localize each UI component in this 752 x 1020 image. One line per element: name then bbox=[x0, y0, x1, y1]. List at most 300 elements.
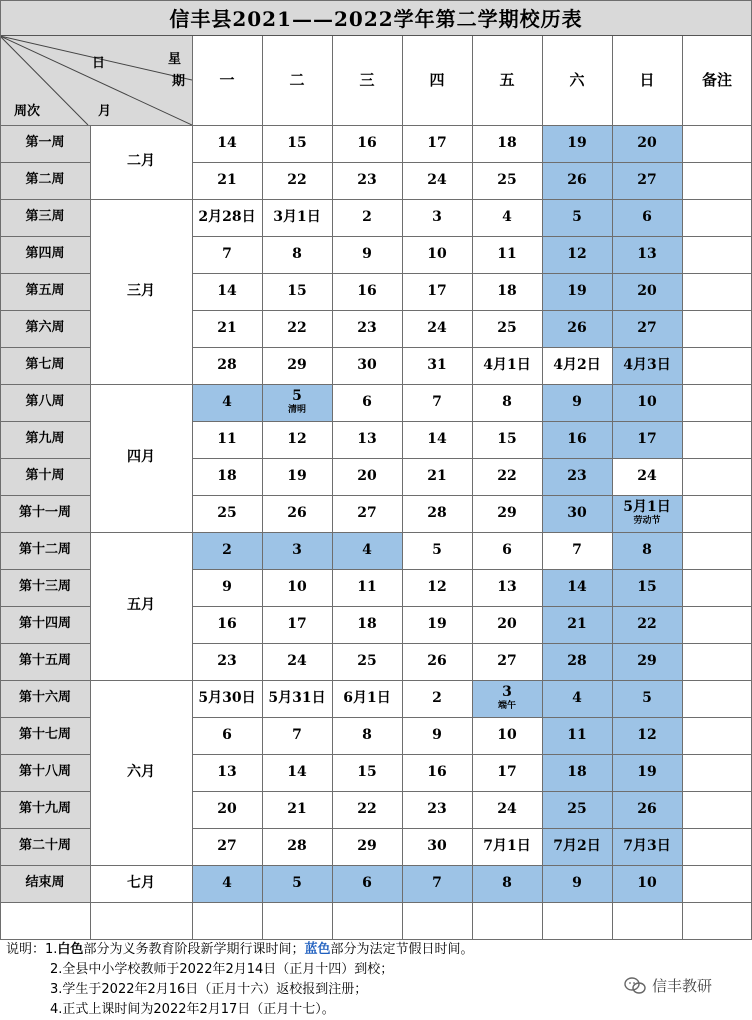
holiday-day-cell bbox=[542, 495, 612, 532]
day-date: 22 bbox=[287, 319, 307, 336]
holiday-day-cell bbox=[542, 680, 612, 717]
day-date: 19 bbox=[567, 282, 587, 299]
day-date: 7月2日 bbox=[553, 837, 601, 854]
week-name: 第八周 bbox=[25, 394, 65, 410]
day-date: 5 bbox=[432, 541, 442, 558]
day-date: 6 bbox=[222, 726, 232, 743]
day-cell bbox=[192, 236, 262, 273]
day-cell bbox=[332, 125, 402, 162]
day-date: 25 bbox=[217, 504, 237, 521]
day-date: 10 bbox=[497, 726, 517, 743]
day-cell bbox=[192, 273, 262, 310]
day-cell bbox=[332, 236, 402, 273]
day-cell bbox=[192, 828, 262, 865]
day-date: 11 bbox=[217, 430, 237, 447]
week-name: 第十七周 bbox=[18, 727, 71, 743]
week-label bbox=[0, 865, 90, 902]
day-cell bbox=[262, 125, 332, 162]
grid-line bbox=[0, 236, 90, 237]
day-date: 10 bbox=[287, 578, 307, 595]
day-cell bbox=[332, 828, 402, 865]
corner-month-label: 月 bbox=[98, 104, 112, 119]
week-label bbox=[0, 273, 90, 310]
day-cell bbox=[192, 310, 262, 347]
grid-line bbox=[0, 754, 90, 755]
day-cell bbox=[332, 717, 402, 754]
note-1-end: 部分为法定节假日时间。 bbox=[330, 942, 474, 957]
day-date: 17 bbox=[287, 615, 307, 632]
holiday-day-cell bbox=[612, 236, 682, 273]
day-cell bbox=[402, 125, 472, 162]
day-date: 25 bbox=[497, 171, 517, 188]
day-cell bbox=[192, 606, 262, 643]
day-cell bbox=[192, 125, 262, 162]
holiday-day-cell bbox=[542, 384, 612, 421]
weekday-label: 日 bbox=[639, 71, 655, 90]
day-cell bbox=[192, 643, 262, 680]
remark-label: 备注 bbox=[701, 71, 732, 90]
month-cell bbox=[90, 680, 192, 865]
month-label: 五月 bbox=[127, 597, 155, 614]
day-date: 7月1日 bbox=[483, 837, 531, 854]
day-cell bbox=[472, 643, 542, 680]
holiday-day-cell bbox=[542, 162, 612, 199]
day-date: 24 bbox=[637, 467, 657, 484]
holiday-day-cell bbox=[262, 384, 332, 421]
week-label bbox=[0, 421, 90, 458]
weekday-header bbox=[402, 36, 472, 125]
day-date: 2 bbox=[362, 208, 372, 225]
holiday-day-cell bbox=[542, 236, 612, 273]
week-name: 第十周 bbox=[25, 468, 65, 484]
holiday-day-cell bbox=[402, 865, 472, 902]
grid-line bbox=[472, 36, 473, 939]
holiday-day-cell bbox=[612, 680, 682, 717]
week-label bbox=[0, 125, 90, 162]
grid-line bbox=[0, 347, 90, 348]
day-cell bbox=[262, 310, 332, 347]
day-date: 7 bbox=[222, 245, 232, 262]
day-date: 20 bbox=[357, 467, 377, 484]
day-date: 11 bbox=[497, 245, 517, 262]
month-label: 四月 bbox=[127, 449, 155, 466]
day-date: 24 bbox=[427, 319, 447, 336]
weekday-label: 二 bbox=[289, 71, 305, 90]
holiday-day-cell bbox=[612, 495, 682, 532]
week-label bbox=[0, 347, 90, 384]
grid-line bbox=[0, 458, 90, 459]
week-label bbox=[0, 754, 90, 791]
day-date: 9 bbox=[572, 874, 582, 891]
day-date: 18 bbox=[217, 467, 237, 484]
day-date: 28 bbox=[567, 652, 587, 669]
holiday-day-cell bbox=[472, 865, 542, 902]
holiday-day-cell bbox=[542, 458, 612, 495]
day-cell bbox=[402, 199, 472, 236]
day-cell bbox=[332, 273, 402, 310]
holiday-day-cell bbox=[612, 273, 682, 310]
day-cell bbox=[192, 458, 262, 495]
day-date: 15 bbox=[637, 578, 657, 595]
watermark bbox=[624, 975, 712, 996]
week-name: 第七周 bbox=[25, 357, 65, 373]
day-date: 14 bbox=[217, 134, 237, 151]
day-date: 4月3日 bbox=[623, 356, 671, 373]
day-cell bbox=[262, 162, 332, 199]
weekday-header bbox=[192, 36, 262, 125]
day-date: 21 bbox=[217, 319, 237, 336]
holiday-name: 端午 bbox=[497, 701, 516, 712]
day-cell bbox=[402, 828, 472, 865]
day-date: 9 bbox=[432, 726, 442, 743]
day-cell bbox=[402, 495, 472, 532]
day-date: 27 bbox=[637, 171, 657, 188]
day-cell bbox=[472, 717, 542, 754]
day-date: 17 bbox=[637, 430, 657, 447]
day-date: 18 bbox=[567, 763, 587, 780]
holiday-day-cell bbox=[612, 643, 682, 680]
day-cell bbox=[262, 458, 332, 495]
day-cell bbox=[332, 495, 402, 532]
day-cell bbox=[192, 421, 262, 458]
holiday-day-cell bbox=[612, 125, 682, 162]
holiday-day-cell bbox=[612, 754, 682, 791]
weekday-header bbox=[612, 36, 682, 125]
holiday-day-cell bbox=[542, 717, 612, 754]
grid-line bbox=[612, 36, 613, 939]
day-date: 23 bbox=[217, 652, 237, 669]
day-date: 10 bbox=[637, 874, 657, 891]
holiday-day-cell bbox=[612, 865, 682, 902]
day-cell bbox=[262, 717, 332, 754]
grid-line bbox=[542, 36, 543, 939]
weekday-label: 六 bbox=[569, 71, 585, 90]
note-1-blue: 蓝色 bbox=[304, 942, 331, 957]
holiday-day-cell bbox=[612, 310, 682, 347]
week-label bbox=[0, 162, 90, 199]
holiday-name: 清明 bbox=[287, 405, 306, 416]
day-date: 10 bbox=[637, 393, 657, 410]
day-date: 13 bbox=[637, 245, 657, 262]
week-label bbox=[0, 199, 90, 236]
month-cell bbox=[90, 125, 192, 199]
day-date: 29 bbox=[287, 356, 307, 373]
day-date: 23 bbox=[357, 171, 377, 188]
day-cell bbox=[402, 680, 472, 717]
holiday-day-cell bbox=[262, 865, 332, 902]
grid-line bbox=[0, 0, 1, 939]
day-date: 26 bbox=[427, 652, 447, 669]
day-cell bbox=[472, 273, 542, 310]
grid-line bbox=[0, 828, 90, 829]
week-name: 第三周 bbox=[25, 209, 65, 225]
day-cell bbox=[262, 569, 332, 606]
day-cell bbox=[262, 199, 332, 236]
day-cell bbox=[192, 162, 262, 199]
day-date: 3 bbox=[292, 541, 302, 558]
grid-line bbox=[0, 495, 90, 496]
holiday-day-cell bbox=[612, 347, 682, 384]
day-date: 9 bbox=[362, 245, 372, 262]
grid-line bbox=[0, 162, 90, 163]
month-label: 二月 bbox=[127, 153, 155, 170]
day-date: 6 bbox=[502, 541, 512, 558]
grid-line bbox=[402, 36, 403, 939]
holiday-day-cell bbox=[542, 865, 612, 902]
day-cell bbox=[472, 458, 542, 495]
day-date: 22 bbox=[287, 171, 307, 188]
week-name: 第十二周 bbox=[18, 542, 71, 558]
day-cell bbox=[402, 717, 472, 754]
week-name: 第五周 bbox=[25, 283, 65, 299]
day-date: 25 bbox=[567, 800, 587, 817]
holiday-day-cell bbox=[612, 828, 682, 865]
day-date: 5月31日 bbox=[268, 689, 326, 706]
corner-week-label: 周次 bbox=[14, 104, 41, 119]
day-cell bbox=[262, 236, 332, 273]
holiday-day-cell bbox=[332, 865, 402, 902]
day-date: 8 bbox=[642, 541, 652, 558]
day-date: 4月1日 bbox=[483, 356, 531, 373]
week-label bbox=[0, 791, 90, 828]
week-name: 第十四周 bbox=[18, 616, 71, 632]
day-cell bbox=[402, 421, 472, 458]
day-date: 24 bbox=[287, 652, 307, 669]
holiday-day-cell bbox=[472, 680, 542, 717]
weekday-header bbox=[542, 36, 612, 125]
day-date: 28 bbox=[427, 504, 447, 521]
day-date: 26 bbox=[567, 171, 587, 188]
day-cell bbox=[472, 347, 542, 384]
watermark-text: 信丰教研 bbox=[652, 977, 713, 995]
week-name: 第十五周 bbox=[18, 653, 71, 669]
day-cell bbox=[472, 606, 542, 643]
day-cell bbox=[332, 162, 402, 199]
day-date: 18 bbox=[497, 282, 517, 299]
holiday-day-cell bbox=[542, 754, 612, 791]
holiday-day-cell bbox=[542, 199, 612, 236]
day-cell bbox=[472, 495, 542, 532]
day-cell bbox=[192, 199, 262, 236]
day-date: 16 bbox=[357, 282, 377, 299]
day-date: 31 bbox=[427, 356, 447, 373]
day-date: 23 bbox=[567, 467, 587, 484]
day-cell bbox=[192, 569, 262, 606]
grid-line bbox=[0, 0, 752, 1]
week-name: 第十一周 bbox=[18, 505, 71, 521]
day-date: 25 bbox=[357, 652, 377, 669]
day-date: 4 bbox=[362, 541, 372, 558]
day-date: 28 bbox=[287, 837, 307, 854]
day-cell bbox=[332, 421, 402, 458]
week-label bbox=[0, 717, 90, 754]
day-date: 6 bbox=[362, 874, 372, 891]
holiday-day-cell bbox=[542, 421, 612, 458]
grid-line bbox=[0, 680, 752, 681]
day-date: 19 bbox=[637, 763, 657, 780]
day-date: 15 bbox=[287, 282, 307, 299]
day-date: 28 bbox=[217, 356, 237, 373]
day-cell bbox=[332, 458, 402, 495]
day-date: 6月1日 bbox=[343, 689, 391, 706]
day-cell bbox=[472, 532, 542, 569]
day-date: 4 bbox=[222, 874, 232, 891]
grid-line bbox=[0, 310, 90, 311]
day-cell bbox=[262, 495, 332, 532]
grid-line bbox=[682, 36, 683, 939]
day-date: 11 bbox=[567, 726, 587, 743]
day-date: 22 bbox=[637, 615, 657, 632]
holiday-day-cell bbox=[192, 532, 262, 569]
day-date: 6 bbox=[362, 393, 372, 410]
week-label bbox=[0, 680, 90, 717]
day-date: 5 bbox=[292, 874, 302, 891]
day-cell bbox=[472, 236, 542, 273]
grid-line bbox=[192, 36, 193, 939]
day-date: 5 bbox=[642, 689, 652, 706]
note-2: 2.全县中小学校教师于2022年2月14日（正月十四）到校； bbox=[50, 962, 394, 977]
day-date: 27 bbox=[497, 652, 517, 669]
day-cell bbox=[402, 606, 472, 643]
day-date: 30 bbox=[357, 356, 377, 373]
day-cell bbox=[262, 421, 332, 458]
day-date: 16 bbox=[357, 134, 377, 151]
day-cell bbox=[402, 791, 472, 828]
day-date: 27 bbox=[357, 504, 377, 521]
day-cell bbox=[262, 828, 332, 865]
day-date: 24 bbox=[427, 171, 447, 188]
day-date: 14 bbox=[287, 763, 307, 780]
day-date: 4月2日 bbox=[553, 356, 601, 373]
week-label bbox=[0, 606, 90, 643]
week-name: 第二十周 bbox=[18, 838, 71, 854]
day-date: 20 bbox=[217, 800, 237, 817]
grid-line bbox=[0, 384, 752, 385]
day-date: 2月28日 bbox=[198, 208, 256, 225]
holiday-day-cell bbox=[542, 310, 612, 347]
wechat-icon bbox=[624, 977, 646, 995]
day-date: 24 bbox=[497, 800, 517, 817]
holiday-day-cell bbox=[542, 273, 612, 310]
day-date: 14 bbox=[567, 578, 587, 595]
day-date: 9 bbox=[222, 578, 232, 595]
week-name: 第十九周 bbox=[18, 801, 71, 817]
weekday-header bbox=[332, 36, 402, 125]
day-cell bbox=[332, 606, 402, 643]
corner-qi-label: 期 bbox=[172, 74, 186, 89]
note-3: 3.学生于2022年2月16日（正月十六）返校报到注册； bbox=[50, 982, 368, 997]
grid-line bbox=[0, 717, 90, 718]
holiday-day-cell bbox=[612, 717, 682, 754]
month-cell bbox=[90, 199, 192, 384]
week-name: 结束周 bbox=[25, 875, 65, 891]
day-date: 17 bbox=[497, 763, 517, 780]
day-date: 22 bbox=[357, 800, 377, 817]
grid-line bbox=[0, 125, 752, 126]
holiday-day-cell bbox=[542, 569, 612, 606]
grid-line bbox=[0, 902, 752, 903]
day-cell bbox=[612, 458, 682, 495]
day-cell bbox=[472, 125, 542, 162]
day-date: 21 bbox=[287, 800, 307, 817]
day-date: 6 bbox=[642, 208, 652, 225]
day-date: 15 bbox=[287, 134, 307, 151]
week-label bbox=[0, 495, 90, 532]
day-date: 19 bbox=[427, 615, 447, 632]
day-cell bbox=[402, 162, 472, 199]
day-date: 4 bbox=[222, 393, 232, 410]
day-date: 27 bbox=[637, 319, 657, 336]
holiday-day-cell bbox=[192, 384, 262, 421]
day-date: 8 bbox=[362, 726, 372, 743]
holiday-day-cell bbox=[542, 791, 612, 828]
week-label bbox=[0, 310, 90, 347]
note-1-white: 白色 bbox=[57, 942, 84, 957]
month-cell bbox=[90, 384, 192, 532]
day-cell bbox=[472, 421, 542, 458]
holiday-day-cell bbox=[262, 532, 332, 569]
day-cell bbox=[262, 680, 332, 717]
day-date: 23 bbox=[427, 800, 447, 817]
day-date: 20 bbox=[637, 282, 657, 299]
day-cell bbox=[402, 569, 472, 606]
day-date: 5月30日 bbox=[198, 689, 256, 706]
day-date: 5月1日 bbox=[623, 498, 671, 515]
month-label: 六月 bbox=[127, 763, 155, 780]
day-date: 29 bbox=[637, 652, 657, 669]
day-cell bbox=[472, 828, 542, 865]
month-label: 三月 bbox=[127, 282, 155, 299]
holiday-day-cell bbox=[612, 606, 682, 643]
day-cell bbox=[472, 791, 542, 828]
day-cell bbox=[472, 569, 542, 606]
corner-star-label: 星 bbox=[168, 52, 182, 67]
weekday-label: 一 bbox=[219, 71, 235, 90]
day-date: 27 bbox=[217, 837, 237, 854]
holiday-day-cell bbox=[542, 606, 612, 643]
holiday-name: 劳动节 bbox=[633, 516, 661, 527]
day-date: 9 bbox=[572, 393, 582, 410]
week-label bbox=[0, 532, 90, 569]
holiday-day-cell bbox=[612, 162, 682, 199]
day-date: 21 bbox=[427, 467, 447, 484]
day-date: 11 bbox=[357, 578, 377, 595]
day-date: 7 bbox=[432, 393, 442, 410]
day-cell bbox=[262, 606, 332, 643]
day-date: 12 bbox=[427, 578, 447, 595]
day-date: 5 bbox=[292, 387, 302, 404]
grid-line bbox=[262, 36, 263, 939]
month-cell bbox=[90, 865, 192, 902]
day-date: 26 bbox=[637, 800, 657, 817]
week-name: 第六周 bbox=[25, 320, 65, 336]
day-date: 5 bbox=[572, 208, 582, 225]
day-cell bbox=[332, 643, 402, 680]
day-date: 7月3日 bbox=[623, 837, 671, 854]
day-date: 8 bbox=[502, 874, 512, 891]
day-cell bbox=[402, 384, 472, 421]
day-cell bbox=[192, 791, 262, 828]
grid-line bbox=[192, 36, 193, 125]
day-date: 16 bbox=[427, 763, 447, 780]
grid-line bbox=[0, 421, 90, 422]
day-cell bbox=[262, 347, 332, 384]
day-date: 4 bbox=[502, 208, 512, 225]
weekday-label: 三 bbox=[359, 71, 375, 90]
grid-line bbox=[0, 569, 90, 570]
day-date: 8 bbox=[502, 393, 512, 410]
day-cell bbox=[192, 680, 262, 717]
